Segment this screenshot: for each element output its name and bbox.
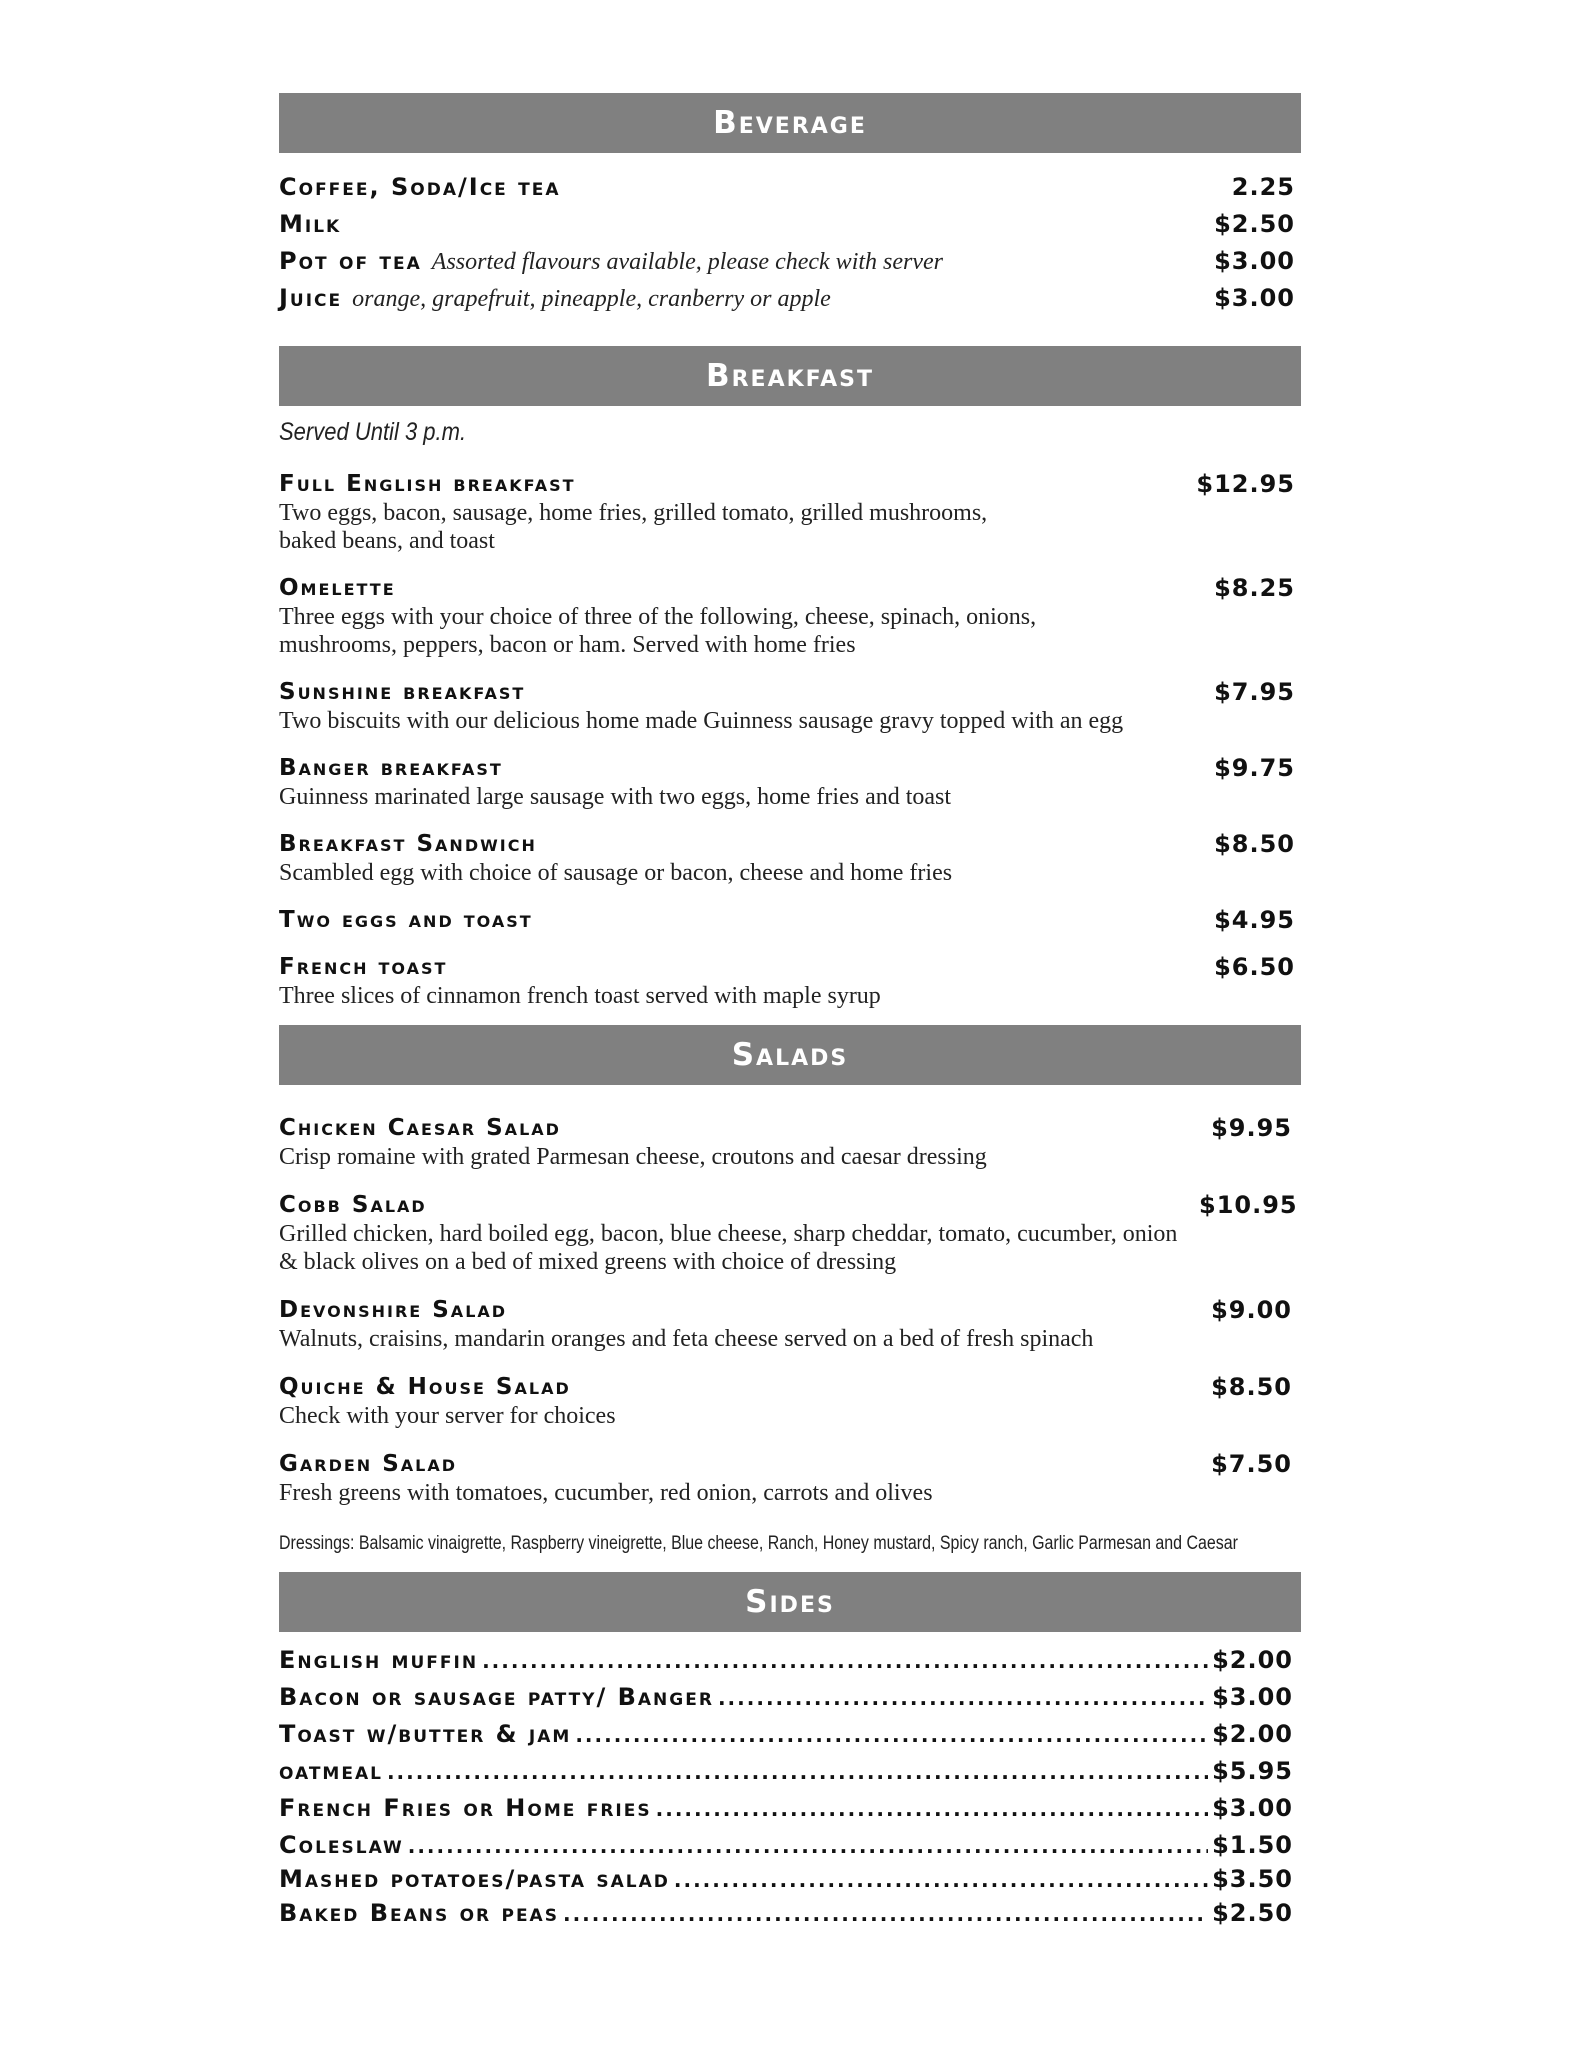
item-name: Juice (279, 284, 343, 312)
item-price: $9.95 (1211, 1114, 1292, 1142)
menu-item (279, 952, 1295, 1010)
item-price: $3.50 (1212, 1865, 1293, 1893)
salads-header: Salads (279, 1025, 1301, 1085)
item-price: $2.50 (1212, 1899, 1293, 1927)
breakfast-header: Breakfast (279, 346, 1301, 406)
side-item (279, 1899, 1293, 1933)
item-name: Pot of tea (279, 247, 422, 275)
menu-item (279, 1190, 1298, 1276)
item-name: Sunshine breakfast (279, 679, 526, 705)
item-description: Grilled chicken, hard boiled egg, bacon, blue cheese, sharp cheddar, tomato, cucumber, onion & black olives on a bed of mixed greens with choice of dressing (279, 1221, 1178, 1275)
menu-item (279, 677, 1295, 735)
menu-item (279, 1113, 1292, 1171)
beverage-item (279, 284, 1295, 321)
item-price: $8.50 (1214, 830, 1295, 858)
item-price: $3.00 (1212, 1683, 1293, 1711)
menu-item (279, 1372, 1292, 1430)
dressings-note: Dressings: Balsamic vinaigrette, Raspberry vineigrette, Blue cheese, Ranch, Honey mustard, Spicy ranch, Garlic Parmesan and Caesar (279, 1533, 1238, 1554)
salads-list (279, 1113, 1301, 1507)
item-name: Baked Beans or peas (279, 1899, 559, 1927)
beverage-header: Beverage (279, 93, 1301, 153)
menu-page (279, 93, 1301, 1933)
item-description: Fresh greens with tomatoes, cucumber, red onion, carrots and olives (279, 1480, 933, 1506)
item-price: $7.95 (1214, 678, 1295, 706)
item-price: $2.50 (1214, 210, 1295, 238)
beverage-item (279, 247, 1295, 284)
item-name: Garden Salad (279, 1451, 457, 1477)
side-item (279, 1646, 1293, 1683)
item-name: French toast (279, 954, 448, 980)
item-price: $8.25 (1214, 574, 1295, 602)
breakfast-subtitle: Served Until 3 p.m. (279, 418, 467, 446)
menu-item (279, 469, 1295, 555)
item-name: Cobb Salad (279, 1192, 427, 1218)
dot-leader (563, 1902, 1208, 1926)
menu-item (279, 573, 1295, 659)
item-note: Assorted flavours available, please check with server (431, 249, 943, 275)
dot-leader (482, 1649, 1208, 1673)
sides-header: Sides (279, 1572, 1301, 1632)
menu-item (279, 1295, 1292, 1353)
item-note: orange, grapefruit, pineapple, cranberry or apple (352, 286, 831, 312)
menu-item (279, 829, 1295, 887)
item-price: $1.50 (1212, 1831, 1293, 1859)
item-description: Crisp romaine with grated Parmesan cheese, croutons and caesar dressing (279, 1144, 987, 1170)
item-name: Coleslaw (279, 1831, 404, 1859)
side-item (279, 1720, 1293, 1757)
sides-list (279, 1646, 1301, 1933)
item-price: $8.50 (1211, 1373, 1292, 1401)
item-name: Milk (279, 210, 342, 238)
item-price: 2.25 (1231, 173, 1295, 201)
item-price: $9.00 (1211, 1296, 1292, 1324)
item-price: $6.50 (1214, 953, 1295, 981)
item-price: $7.50 (1211, 1450, 1292, 1478)
dot-leader (656, 1797, 1208, 1821)
item-name: Banger breakfast (279, 755, 503, 781)
item-description: Guinness marinated large sausage with two eggs, home fries and toast (279, 784, 952, 810)
item-price: $3.00 (1214, 284, 1295, 312)
side-item (279, 1683, 1293, 1720)
dot-leader (674, 1868, 1208, 1892)
item-name: Breakfast Sandwich (279, 831, 537, 857)
item-price: $9.75 (1214, 754, 1295, 782)
side-item (279, 1794, 1293, 1831)
item-price: $2.00 (1212, 1720, 1293, 1748)
item-description: Scambled egg with choice of sausage or bacon, cheese and home fries (279, 860, 953, 886)
item-name: Mashed potatoes/pasta salad (279, 1865, 670, 1893)
item-name: oatmeal (279, 1757, 383, 1785)
item-name: Toast w/butter & jam (279, 1720, 572, 1748)
item-name: Full English breakfast (279, 471, 576, 497)
beverage-list (279, 173, 1301, 321)
item-description: Two eggs, bacon, sausage, home fries, grilled tomato, grilled mushrooms, baked beans, and toast (279, 500, 988, 554)
item-price: $12.95 (1196, 470, 1295, 498)
item-name: French Fries or Home fries (279, 1794, 652, 1822)
menu-item (279, 753, 1295, 811)
dot-leader (387, 1760, 1208, 1784)
side-item (279, 1831, 1293, 1865)
item-description: Three slices of cinnamon french toast served with maple syrup (279, 983, 881, 1009)
item-name: Chicken Caesar Salad (279, 1115, 561, 1141)
item-description: Three eggs with your choice of three of the following, cheese, spinach, onions, mushrooms, peppers, bacon or ham. Served with home fries (279, 604, 1037, 658)
item-description: Check with your server for choices (279, 1403, 616, 1429)
item-name: Two eggs and toast (279, 907, 533, 933)
item-name: Coffee, Soda/Ice tea (279, 173, 561, 201)
beverage-item (279, 210, 1295, 247)
dot-leader (575, 1723, 1208, 1747)
menu-item (279, 905, 1295, 935)
item-description: Walnuts, craisins, mandarin oranges and feta cheese served on a bed of fresh spinach (279, 1326, 1094, 1352)
item-price: $10.95 (1199, 1191, 1298, 1219)
side-item (279, 1865, 1293, 1899)
dot-leader (718, 1686, 1208, 1710)
breakfast-list (279, 469, 1301, 1010)
beverage-item (279, 173, 1295, 210)
item-price: $5.95 (1212, 1757, 1293, 1785)
item-price: $2.00 (1212, 1646, 1293, 1674)
item-name: Omelette (279, 575, 396, 601)
item-price: $3.00 (1214, 247, 1295, 275)
menu-item (279, 1449, 1292, 1507)
item-name: Quiche & House Salad (279, 1374, 571, 1400)
side-item (279, 1757, 1293, 1794)
item-name: English muffin (279, 1646, 479, 1674)
item-price: $4.95 (1214, 906, 1295, 934)
item-price: $3.00 (1212, 1794, 1293, 1822)
dot-leader (408, 1834, 1208, 1858)
item-name: Devonshire Salad (279, 1297, 508, 1323)
item-name: Bacon or sausage patty/ Banger (279, 1683, 714, 1711)
item-description: Two biscuits with our delicious home made Guinness sausage gravy topped with an egg (279, 708, 1124, 734)
